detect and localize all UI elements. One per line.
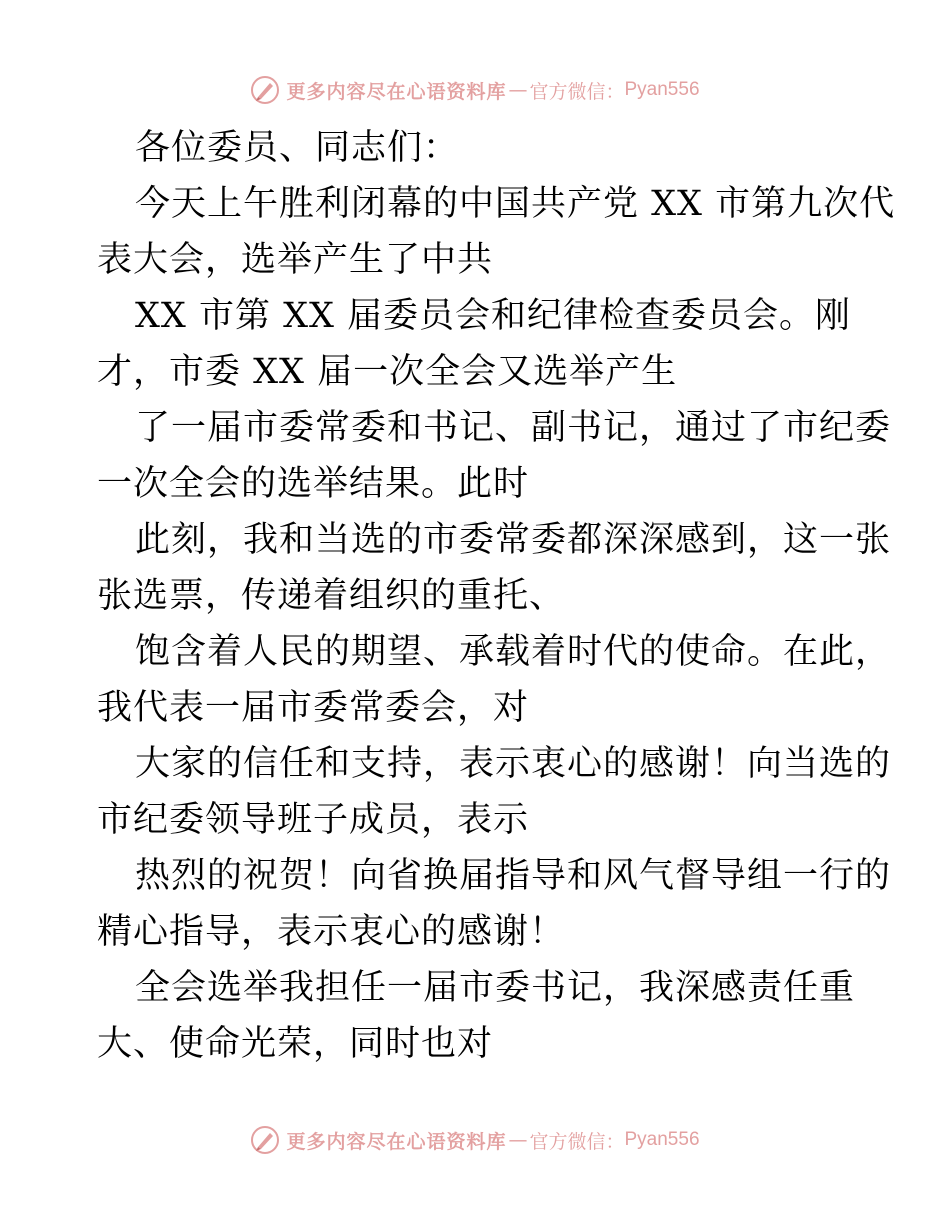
watermark-official: 官方微信： — [529, 1130, 625, 1153]
watermark-brand: 更多内容尽在心语资料库 — [286, 1130, 507, 1153]
text-line: 全会选举我担任一届市委书记，我深感责任重 — [135, 968, 856, 1008]
watermark-brand: 更多内容尽在心语资料库 — [286, 80, 507, 103]
watermark-id: Pyan556 — [624, 79, 700, 100]
text-line: 市纪委领导班子成员，表示 — [97, 800, 530, 840]
footer-watermark — [0, 1120, 950, 1160]
text-line: 精心指导，表示衷心的感谢！ — [97, 912, 566, 952]
pen-logo-icon — [250, 1125, 280, 1155]
text-line: 大、使命光荣，同时也对 — [97, 1024, 494, 1064]
text-line: 大家的信任和支持，表示衷心的感谢！向当选的 — [135, 744, 892, 784]
document-body — [97, 120, 896, 1072]
text-line: 才，市委 XX 届一次全会又选举产生 — [97, 352, 678, 392]
text-line: 表大会，选举产生了中共 — [97, 240, 494, 280]
text-line: 了一届市委常委和书记、副书记，通过了市纪委 — [135, 408, 892, 448]
text-line: 今天上午胜利闭幕的中国共产党 XX 市第九次代 — [135, 184, 896, 224]
text-line: XX 市第 XX 届委员会和纪律检查委员会。刚 — [135, 296, 852, 336]
text-line: 此刻，我和当选的市委常委都深深感到，这一张 — [135, 520, 892, 560]
text-line: 饱含着人民的期望、承载着时代的使命。在此， — [135, 632, 892, 672]
header-watermark — [0, 70, 950, 110]
text-line: 我代表一届市委常委会，对 — [97, 688, 530, 728]
text-line: 各位委员、同志们： — [135, 128, 460, 168]
watermark-id: Pyan556 — [624, 1129, 700, 1150]
watermark-dash: — — [508, 1129, 528, 1151]
text-line: 一次全会的选举结果。此时 — [97, 464, 530, 504]
pen-logo-icon — [250, 75, 280, 105]
watermark-dash: — — [508, 79, 528, 101]
watermark-official: 官方微信： — [529, 80, 625, 103]
text-line: 热烈的祝贺！向省换届指导和风气督导组一行的 — [135, 856, 892, 896]
text-line: 张选票，传递着组织的重托、 — [97, 576, 566, 616]
